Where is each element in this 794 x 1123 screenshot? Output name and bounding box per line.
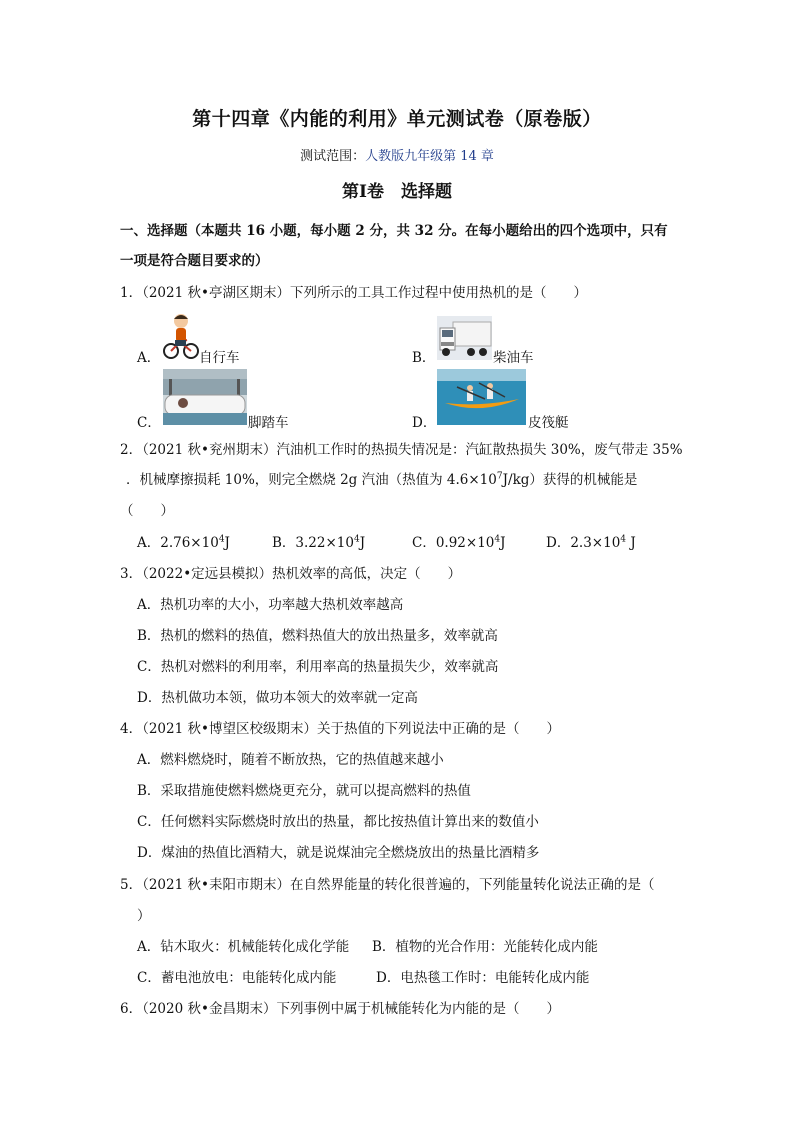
scope-value: 人教版九年级第 14 章 [365, 149, 494, 164]
diesel-truck-image [437, 316, 492, 360]
q1-option-b-text: 柴油车 [493, 350, 534, 366]
test-scope [0, 145, 794, 164]
option-text: D．2.3×10 [546, 535, 621, 551]
q2-option-c [412, 531, 506, 551]
bicycle-image [163, 310, 199, 360]
option-unit: J [224, 535, 230, 551]
scope-label: 测试范围： [300, 149, 366, 164]
pedal-boat-image [163, 369, 247, 425]
q2-stem-line2 [126, 468, 637, 488]
q5-stem-line1: 5．（2021 秋•耒阳市期末）在自然界能量的转化很普遍的，下列能量转化说法正确的是（ [120, 877, 655, 893]
q3-stem: 3．（2022•定远县模拟）热机效率的高低，决定（ ） [120, 566, 462, 582]
option-exponent: 4 [353, 534, 360, 545]
q6-stem: 6．（2020 秋•金昌期末）下列事例中属于机械能转化为内能的是（ ） [120, 1001, 560, 1017]
q5-option-b: B．植物的光合作用：光能转化成内能 [372, 939, 598, 955]
q2-option-d [546, 531, 636, 551]
option-exponent: 4 [218, 534, 225, 545]
q2-stem-line1: 2．（2021 秋•兖州期末）汽油机工作时的热损失情况是：汽缸散热损失 30%，废气带走 35% [120, 442, 683, 458]
part-instructions-1: 一、选择题（本题共 16 小题，每小题 2 分，共 32 分。在每小题给出的四个选项中，只有 [120, 223, 668, 239]
section-heading: 第Ⅰ卷 选择题 [342, 182, 452, 202]
page-title: 第十四章《内能的利用》单元测试卷（原卷版） [192, 108, 602, 130]
q3-option-d: D．热机做功本领，做功本领大的效率就一定高 [137, 690, 418, 706]
q2-stem-line3: （ ） [120, 503, 174, 519]
q1-option-d-text: 皮筏艇 [528, 415, 569, 431]
q5-stem-line2: ） [137, 908, 151, 924]
q3-option-b: B．热机的燃料的热值，燃料热值大的放出热量多，效率就高 [137, 628, 498, 644]
q2-stem-part: ．机械摩擦损耗 10%，则完全燃烧 2g 汽油（热值为 4.6×10 [126, 472, 497, 488]
q1-option-c-text: 脚踏车 [248, 415, 289, 431]
q1-stem: 1．（2021 秋•亭湖区期末）下列所示的工具工作过程中使用热机的是（ ） [120, 285, 587, 301]
q1-option-a-letter: A． [137, 350, 161, 366]
q2-stem-part: J/kg）获得的机械能是 [502, 472, 638, 488]
option-exponent: 4 [494, 534, 501, 545]
q4-option-a: A．燃料燃烧时，随着不断放热，它的热值越来越小 [137, 752, 444, 768]
q4-option-c: C．任何燃料实际燃烧时放出的热量，都比按热值计算出来的数值小 [137, 814, 539, 830]
q5-option-a: A．钻木取火：机械能转化成化学能 [137, 939, 350, 955]
option-text: C．0.92×10 [412, 535, 495, 551]
q2-stem-exponent: 7 [496, 471, 503, 482]
q4-option-d: D．煤油的热值比酒精大，就是说煤油完全燃烧放出的热量比酒精多 [137, 845, 540, 861]
option-unit: J [626, 535, 636, 551]
q5-option-c: C．蓄电池放电：电能转化成内能 [137, 970, 337, 986]
q1-option-d-letter: D． [412, 415, 437, 431]
option-unit: J [359, 535, 366, 551]
part-instructions-2: 一项是符合题目要求的） [120, 253, 269, 269]
q4-stem: 4．（2021 秋•博望区校级期末）关于热值的下列说法中正确的是（ ） [120, 721, 560, 737]
q1-option-a-text: 自行车 [199, 350, 240, 366]
option-text: B．3.22×10 [272, 535, 354, 551]
q4-option-b: B．采取措施使燃料燃烧更充分，就可以提高燃料的热值 [137, 783, 471, 799]
q3-option-c: C．热机对燃料的利用率，利用率高的热量损失少，效率就高 [137, 659, 499, 675]
q2-option-b [272, 531, 365, 551]
q2-option-a [137, 531, 230, 551]
option-exponent: 4 [620, 534, 627, 545]
q3-option-a: A．热机功率的大小，功率越大热机效率越高 [137, 597, 404, 613]
q1-option-c-letter: C． [137, 415, 161, 431]
option-unit: J [500, 535, 506, 551]
q5-option-d: D．电热毯工作时：电能转化成内能 [376, 970, 590, 986]
option-text: A．2.76×10 [137, 535, 219, 551]
kayak-image [437, 369, 526, 425]
q1-option-b-letter: B． [412, 350, 436, 366]
